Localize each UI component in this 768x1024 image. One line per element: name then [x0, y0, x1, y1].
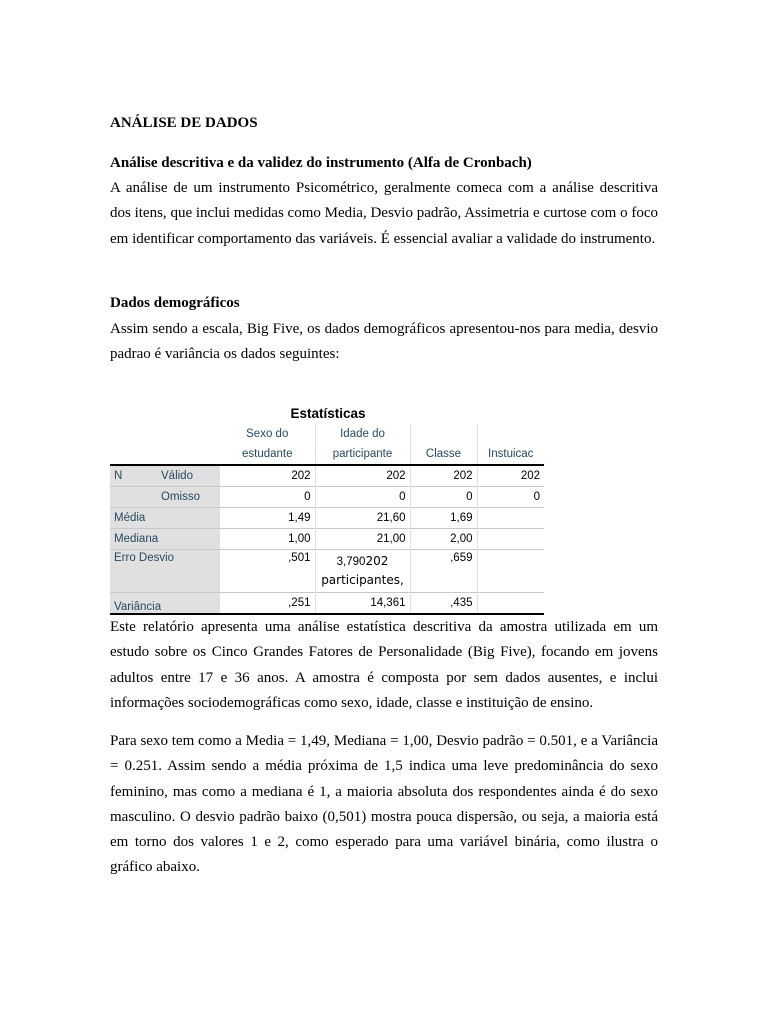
header-spacer	[110, 424, 220, 444]
cell: 0	[477, 487, 544, 508]
cell: ,251	[220, 593, 315, 615]
statistics-title: Estatísticas	[290, 406, 366, 421]
col-header-class: Classe	[410, 444, 477, 465]
row-label-std-error: Erro Desvio	[110, 550, 220, 593]
cell	[477, 508, 544, 529]
paragraph-demographics: Assim sendo a escala, Big Five, os dados demográficos apresentou-nos para media, desvio padrao é variância os dados seguintes:	[110, 321, 658, 363]
cell: 0	[315, 487, 410, 508]
col-header-sex: estudante	[220, 444, 315, 465]
cell: ,435	[410, 593, 477, 615]
statistics-table	[110, 404, 546, 615]
cell	[477, 529, 544, 550]
row-label-n: N	[110, 465, 157, 487]
header-spacer	[110, 444, 220, 465]
cell: 14,361	[315, 593, 410, 615]
cell: 0	[410, 487, 477, 508]
cell-note-2: participantes,	[321, 573, 404, 587]
col-header-inst-line1	[477, 424, 544, 444]
row-label-mean: Média	[110, 508, 220, 529]
paragraph-descriptive: A análise de um instrumento Psicométrico, geralmente comeca com a análise descritiva dos itens, que inclui medidas como Media, Desvio padrão, Assimetria e curtose com o foco em identificar comportamento das variáveis. É essencial avaliar a validade do instrumento.	[110, 180, 658, 247]
table-row	[110, 508, 544, 529]
paragraph-report: Este relatório apresenta uma análise estatística descritiva da amostra utilizada em um estudo sobre os Cinco Grandes Fatores de Personalidade (Big Five), focando em jovens adultos entre 17 e 36 anos. A amostra é composta por sem dados ausentes, e inclui informações sociodemográficas como sexo, idade, classe e instituição de ensino.	[110, 619, 658, 711]
table-row	[110, 550, 544, 593]
row-sublabel-valid: Válido	[157, 465, 220, 487]
cell: 21,60	[315, 508, 410, 529]
cell: 1,49	[220, 508, 315, 529]
cell: 202	[410, 465, 477, 487]
col-header-age-line1: Idade do	[315, 424, 410, 444]
section-title-descriptive: Análise descritiva e da validez do instrumento (Alfa de Cronbach)	[110, 155, 532, 171]
cell-note: 202	[365, 554, 389, 568]
table-row	[110, 465, 544, 487]
row-label-variance: Variância	[110, 593, 220, 615]
page-heading: ANÁLISE DE DADOS	[110, 115, 258, 131]
cell: ,659	[410, 550, 477, 593]
section-title-demographics: Dados demográficos	[110, 295, 240, 311]
col-header-age: participante	[315, 444, 410, 465]
cell: 202	[477, 465, 544, 487]
cell: 21,00	[315, 529, 410, 550]
row-label-empty	[110, 487, 157, 508]
row-sublabel-missing: Omisso	[157, 487, 220, 508]
cell-value: 3,790	[336, 556, 366, 568]
paragraph-sex-analysis: Para sexo tem como a Media = 1,49, Mediana = 1,00, Desvio padrão = 0.501, e a Variância = 0.251. Assim sendo a média próxima de 1,5 indica uma leve predominância do sexo feminino, mas como a mediana é 1, a maioria absoluta dos respondentes ainda é do sexo masculino. O desvio padrão baixo (0,501) mostra pouca dispersão, ou seja, a maioria está em torno dos valores 1 e 2, como esperado para uma variável binária, como ilustra o gráfico abaixo.	[110, 733, 658, 876]
table-row	[110, 529, 544, 550]
cell-with-note	[315, 550, 410, 593]
table-row	[110, 593, 544, 615]
cell	[477, 550, 544, 593]
cell: 1,00	[220, 529, 315, 550]
table-row	[110, 487, 544, 508]
col-header-inst: Instuicac	[488, 448, 534, 460]
col-header-sex-line1: Sexo do	[220, 424, 315, 444]
cell: ,501	[220, 550, 315, 593]
cell: 2,00	[410, 529, 477, 550]
cell: 202	[220, 465, 315, 487]
cell: 1,69	[410, 508, 477, 529]
cell: 202	[315, 465, 410, 487]
col-header-class-line1	[410, 424, 477, 444]
cell: 0	[220, 487, 315, 508]
cell	[477, 593, 544, 615]
row-label-median: Mediana	[110, 529, 220, 550]
